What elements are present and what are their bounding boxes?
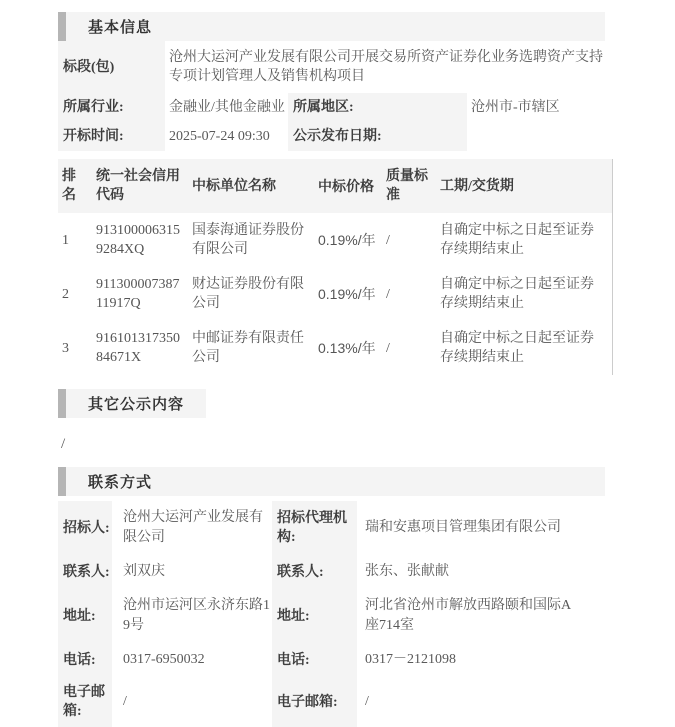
phone-value-right: 0317－2121098 [365,652,456,667]
email-value-right: / [365,694,369,709]
address-value-right: 河北省沧州市解放西路颐和国际A座714室 [365,598,572,633]
section-title-contact: 联系方式 [88,475,153,491]
column-header-credit-code: 统一社会信用代码 [92,159,188,213]
column-header-quality: 质量标准 [382,159,436,213]
cell-credit-code: 9131000063159284XQ [96,223,180,257]
cell-credit-code: 91130000738711917Q [96,277,180,311]
industry-value: 金融业/其他金融业 [169,100,285,115]
cell-rank: 1 [62,232,69,248]
agency-value: 瑞和安惠项目管理集团有限公司 [365,520,561,535]
publish-date-label: 公示发布日期: [288,122,467,151]
cell-period: 自确定中标之日起至证券存续期结束止 [440,331,594,365]
contact-person-label-right: 联系人: [272,555,357,589]
contact-person-value-left: 刘双庆 [123,564,165,579]
tenderer-value: 沧州大运河产业发展有限公司 [123,510,263,545]
tenderer-label: 招标人: [58,501,112,555]
cell-price: 0.19%/年 [318,231,376,248]
cell-quality: / [386,286,390,302]
region-label: 所属地区: [288,93,467,122]
cell-period: 自确定中标之日起至证券存续期结束止 [440,223,594,257]
column-header-company: 中标单位名称 [188,159,314,213]
section-header-basic-info [58,12,605,41]
region-value: 沧州市-市辖区 [471,100,560,115]
column-header-rank: 排名 [58,159,92,213]
cell-price: 0.13%/年 [318,339,376,356]
address-value-left: 沧州市运河区永济东路19号 [123,598,270,633]
contact-person-label-left: 联系人: [58,555,112,589]
email-label-left: 电子邮箱: [58,677,112,727]
winning-bidders-table [58,159,613,375]
column-header-price: 中标价格 [314,159,382,213]
section-accent-bar [58,12,66,41]
address-label-right: 地址: [272,589,357,643]
agency-label: 招标代理机构: [272,501,357,555]
cell-company: 国泰海通证券股份有限公司 [192,223,304,257]
section-title-basic-info: 基本信息 [88,20,153,36]
table-row [58,267,612,321]
industry-label: 所属行业: [58,93,165,122]
cell-quality: / [386,340,390,356]
column-header-period: 工期/交货期 [436,159,612,213]
package-value: 沧州大运河产业发展有限公司开展交易所资产证券化业务选聘资产支持专项计划管理人及销售机构项目 [169,50,603,84]
phone-value-left: 0317-6950032 [123,652,205,667]
section-header-contact [58,467,605,496]
section-header-other-content [58,389,206,418]
phone-label-left: 电话: [58,643,112,677]
cell-period: 自确定中标之日起至证券存续期结束止 [440,277,594,311]
package-label: 标段(包) [58,41,165,93]
section-title-other-content: 其它公示内容 [88,397,185,413]
cell-rank: 2 [62,286,69,302]
cell-credit-code: 91610131735084671X [96,331,180,365]
section-accent-bar [58,467,66,496]
contact-person-value-right: 张东、张献献 [365,564,449,579]
phone-label-right: 电话: [272,643,357,677]
open-time-label: 开标时间: [58,122,165,151]
cell-company: 财达证券股份有限公司 [192,277,304,311]
open-time-value: 2025-07-24 09:30 [169,129,270,144]
other-content-section [58,389,612,453]
cell-price: 0.19%/年 [318,285,376,302]
contact-grid [58,501,605,727]
table-header-row [58,159,612,213]
address-label-left: 地址: [58,589,112,643]
cell-quality: / [386,232,390,248]
other-content-value: / [61,436,66,452]
basic-info-grid [58,41,605,151]
email-value-left: / [123,694,127,709]
email-label-right: 电子邮箱: [272,677,357,727]
table-row [58,213,612,267]
table-row [58,321,612,375]
contact-section [58,467,612,727]
section-accent-bar [58,389,66,418]
publish-date-value [467,122,605,151]
cell-company: 中邮证券有限责任公司 [192,331,304,365]
cell-rank: 3 [62,340,69,356]
